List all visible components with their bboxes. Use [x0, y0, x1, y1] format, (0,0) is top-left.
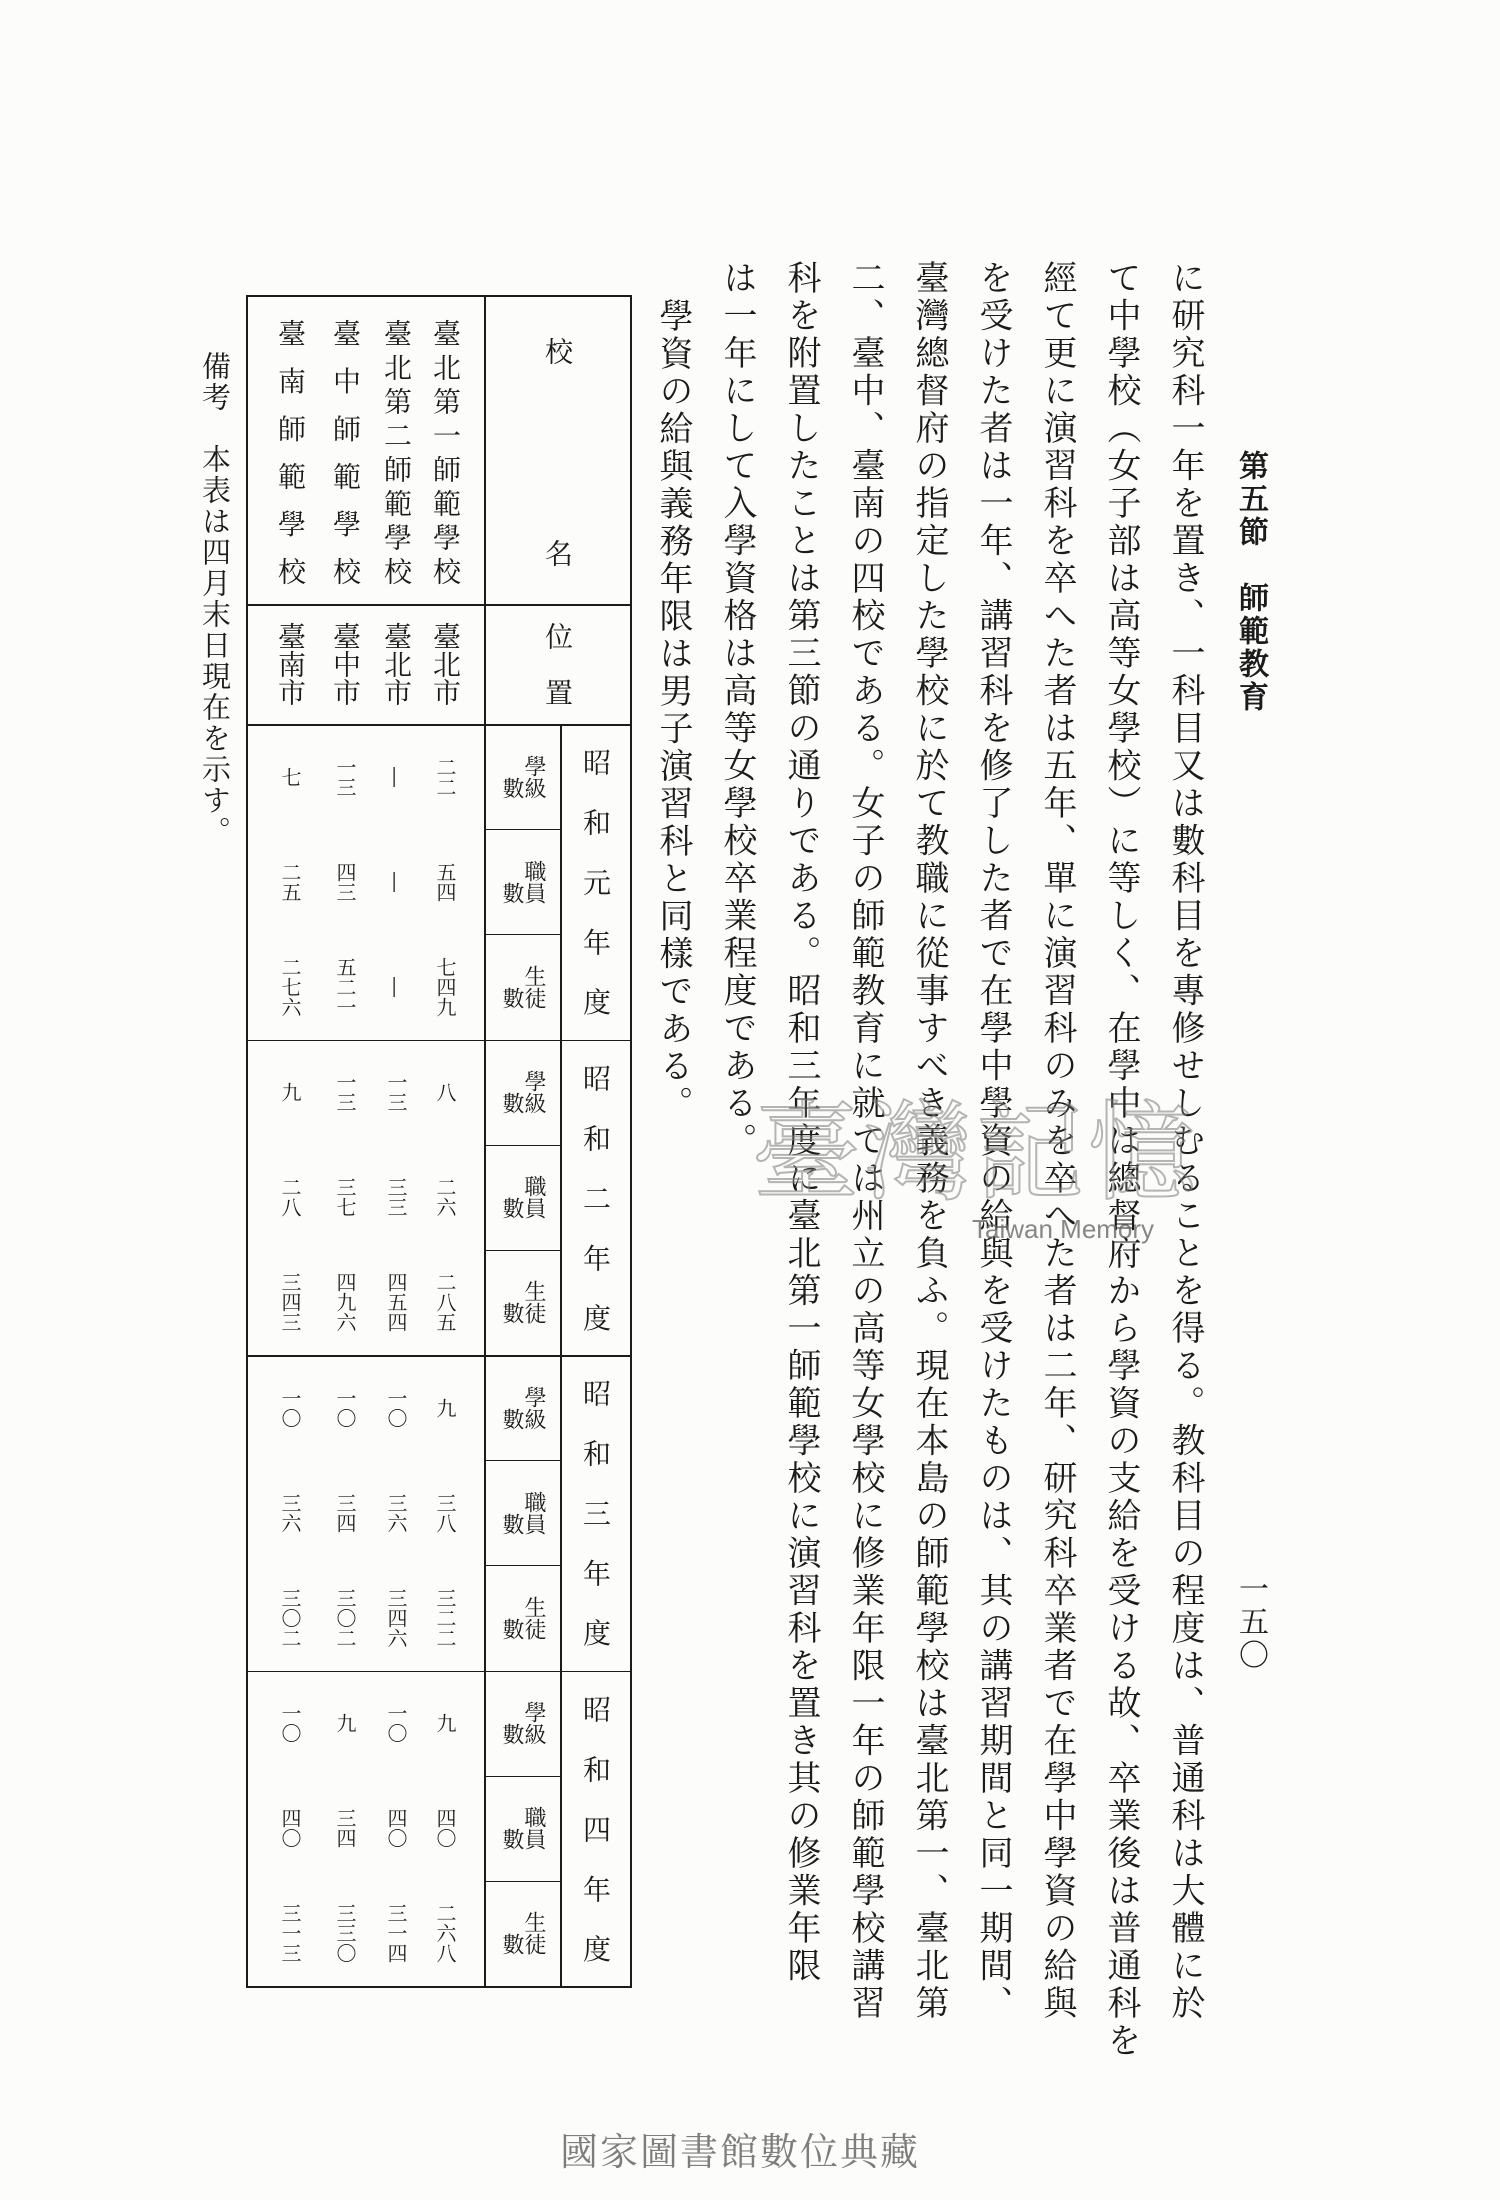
- table-cell-value: 二五: [278, 861, 302, 902]
- table-cell-value: 三一三: [278, 1903, 302, 1964]
- table-header-year: 昭和元年度: [579, 748, 612, 1016]
- table-cell-value: 三〇二: [278, 1587, 302, 1648]
- table-header-subcolumn: 學級數: [499, 754, 546, 799]
- table-rule: [484, 934, 560, 935]
- normal-school-statistics-table: [246, 295, 632, 1988]
- table-header-year: 昭和三年度: [579, 1379, 612, 1647]
- table-cell-location: 臺中市: [329, 622, 362, 706]
- table-cell-value: 二七六: [278, 956, 302, 1017]
- table-header-subcolumn: 職員數: [499, 1490, 546, 1535]
- digital-collection-footer: 國家圖書館數位典藏: [559, 2130, 920, 2174]
- watermark-subtitle: Taiwan Memory: [972, 1214, 1155, 1244]
- table-header-subcolumn: 生徒數: [499, 1911, 546, 1956]
- table-cell-value: 四〇: [384, 1808, 408, 1849]
- table-rule: [484, 1145, 560, 1146]
- table-header-subcolumn: 生徒數: [499, 1595, 546, 1640]
- body-text-line: 學資の給與義務年限は男子演習科と同樣である。: [653, 298, 693, 1123]
- table-cell-school-name: 臺中師範學校: [329, 319, 362, 585]
- table-cell-value: 一〇: [333, 1387, 357, 1428]
- table-cell-value: 五二一: [333, 956, 357, 1017]
- table-cell-value: 二八: [278, 1177, 302, 1218]
- table-rule: [484, 1881, 560, 1882]
- table-cell-value: 三六: [384, 1492, 408, 1533]
- table-cell-value: 二六八: [433, 1903, 457, 1964]
- table-cell-value: 二八五: [433, 1272, 457, 1333]
- table-cell-value: 四三: [333, 861, 357, 902]
- table-cell-location: 臺北市: [380, 622, 413, 706]
- table-cell-value: 三四三: [278, 1272, 302, 1333]
- table-cell-value: 一〇: [384, 1387, 408, 1428]
- table-rule: [484, 1565, 560, 1566]
- table-rule: [484, 829, 560, 830]
- table-cell-value: 三四: [333, 1492, 357, 1533]
- table-cell-value: 二六: [433, 1177, 457, 1218]
- body-text-line: 經て更に演習科を卒へた者は五年、單に演習科のみを卒へた者は二年、研究科卒業者で在學中學資の給與: [1037, 260, 1077, 2023]
- table-cell-value: 三三: [384, 1177, 408, 1218]
- table-cell-location: 臺北市: [429, 622, 462, 706]
- table-cell-value: 三六: [278, 1492, 302, 1533]
- body-text-line: に研究科一年を置き、一科目又は數科目を專修せしむることを得る。教科目の程度は、普通科は大體に於: [1165, 260, 1205, 2023]
- body-text-line: は一年にして入學資格は高等女學校卒業程度である。: [717, 260, 757, 1160]
- table-cell-value: 三八: [433, 1492, 457, 1533]
- table-cell-value: 九: [433, 1397, 457, 1418]
- table-cell-value: 三〇二: [333, 1587, 357, 1648]
- table-rule: [484, 297, 486, 1986]
- table-cell-value: ―: [384, 976, 408, 997]
- table-note: 備考 本表は四月末日現在を示す。: [198, 351, 232, 847]
- table-cell-value: 三三〇: [333, 1903, 357, 1964]
- running-head-section: 第五節 師範教育: [1233, 450, 1268, 714]
- watermark-title: 臺灣記憶: [752, 1091, 1201, 1216]
- table-cell-school-name: 臺北第一師範學校: [429, 319, 462, 585]
- table-cell-value: 九: [278, 1082, 302, 1103]
- table-cell-value: 四五四: [384, 1272, 408, 1333]
- table-cell-value: 一三: [333, 756, 357, 797]
- body-text-line: 科を附置したことは第三節の通りである。昭和三年度に臺北第一師範學校に演習科を置き其の修業年限: [781, 260, 821, 1985]
- table-cell-value: 一三: [384, 1072, 408, 1113]
- table-header-subcolumn: 職員數: [499, 1806, 546, 1851]
- body-text-line: 二、臺中、臺南の四校である。女子の師範教育に就ては州立の高等女學校に修業年限一年の師範學校講習: [845, 260, 885, 2023]
- table-cell-value: ―: [384, 871, 408, 892]
- table-rule: [484, 1776, 560, 1777]
- body-text-line: を受けた者は一年、講習科を修了した者で在學中學資の給與を受けたものは、其の講習期間と同一期間、: [973, 260, 1013, 2023]
- table-cell-value: 一三: [333, 1072, 357, 1113]
- table-cell-value: 八: [433, 1082, 457, 1103]
- table-rule: [484, 1250, 560, 1251]
- table-header-subcolumn: 生徒數: [499, 964, 546, 1009]
- table-cell-value: 九: [333, 1713, 357, 1734]
- table-cell-value: 一〇: [278, 1703, 302, 1744]
- table-cell-value: 四九六: [333, 1272, 357, 1333]
- table-cell-value: ―: [384, 766, 408, 787]
- table-header-year: 昭和四年度: [579, 1694, 612, 1962]
- table-cell-location: 臺南市: [274, 622, 307, 706]
- table-cell-value: 一〇: [384, 1703, 408, 1744]
- table-header-subcolumn: 生徒數: [499, 1280, 546, 1325]
- table-header-school: 校 名: [541, 337, 574, 567]
- table-rule: [484, 1460, 560, 1461]
- table-cell-value: 四〇: [278, 1808, 302, 1849]
- table-cell-value: 三二二: [433, 1587, 457, 1648]
- table-cell-value: 二二: [433, 756, 457, 797]
- table-cell-school-name: 臺南師範學校: [274, 319, 307, 585]
- table-cell-value: 五四: [433, 861, 457, 902]
- table-cell-value: 三四: [333, 1808, 357, 1849]
- table-header-subcolumn: 學級數: [499, 1385, 546, 1430]
- table-cell-value: 三四六: [384, 1587, 408, 1648]
- table-header-subcolumn: 學級數: [499, 1701, 546, 1746]
- table-cell-value: 九: [433, 1713, 457, 1734]
- table-cell-value: 七四九: [433, 956, 457, 1017]
- body-text-line: て中學校（女子部は高等女學校）に等しく、在學中は總督府から學資の支給を受ける故、卒業後は普通科を: [1101, 260, 1141, 2060]
- table-cell-value: 四〇: [433, 1808, 457, 1849]
- table-header-subcolumn: 職員數: [499, 1175, 546, 1220]
- table-cell-value: 三七: [333, 1177, 357, 1218]
- table-cell-value: 三一四: [384, 1903, 408, 1964]
- table-header-subcolumn: 學級數: [499, 1070, 546, 1115]
- table-header-subcolumn: 職員數: [499, 859, 546, 904]
- table-cell-value: 七: [278, 766, 302, 787]
- page-number: 一五〇: [1233, 1573, 1268, 1672]
- table-header-location: 位 置: [541, 622, 574, 706]
- table-cell-value: 一〇: [278, 1387, 302, 1428]
- table-header-year: 昭和二年度: [579, 1063, 612, 1331]
- table-cell-school-name: 臺北第二師範學校: [380, 319, 413, 585]
- body-text-line: 臺灣總督府の指定した學校に於て教職に從事すべき義務を負ふ。現在本島の師範學校は臺北第一、臺北第: [909, 260, 949, 2023]
